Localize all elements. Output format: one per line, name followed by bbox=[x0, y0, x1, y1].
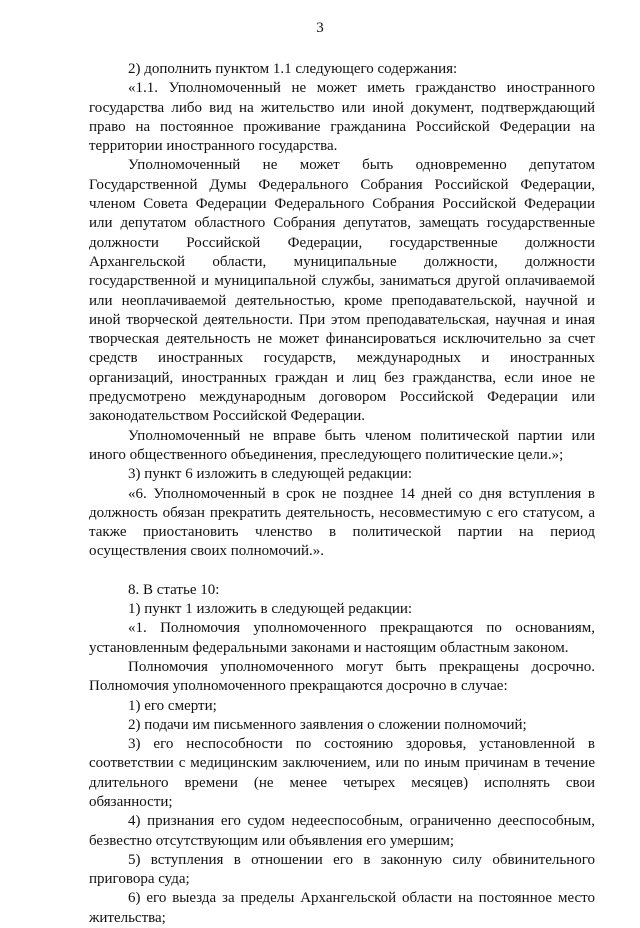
paragraph: Уполномоченный не может быть одновременно депутатом Государственной Думы Федерального Собрания Российской Федерации, членом Совета Федерации Федерального Собрания Российской Федерации или депутатом областного Собрания депутатов, замещать государственные должности Российской Федерации, государственные должности Архангельской области, муниципальные должности, должности государственной и муниципальной службы, заниматься другой оплачиваемой или неоплачиваемой деятельностью, кроме преподавательской, научной и иной творческой деятельности. При этом преподавательская, научная и иная творческая деятельность не может финансироваться исключительно за счет средств иностранных государств, международных и иностранных организаций, иностранных граждан и лиц без гражданства, если иное не предусмотрено международным договором Российской Федерации или законодательством Российской Федерации. bbox=[89, 157, 595, 425]
paragraph: «1.1. Уполномоченный не может иметь гражданство иностранного государства либо вид на жительство или иной документ, подтверждающий право на постоянное проживание гражданина Российской Федерации на территории иностранного государства. bbox=[89, 80, 595, 155]
paragraph: 3) пункт 6 изложить в следующей редакции: bbox=[128, 466, 413, 483]
paragraph: 8. В статье 10: bbox=[128, 581, 220, 598]
paragraph: Уполномоченный не вправе быть членом политической партии или иного общественного объединения, преследующего политические цели.»; bbox=[89, 427, 595, 463]
section-gap bbox=[89, 562, 595, 581]
paragraph: «6. Уполномоченный в срок не позднее 14 дней со дня вступления в должность обязан прекратить деятельность, несовместимую с его статусом, а также приостановить членство в политической партии на период осуществления своих полномочий.». bbox=[89, 485, 595, 560]
list-item: 3) его неспособности по состоянию здоровья, установленной в соответствии с медицинским заключением, или по иным причинам в течение длительного времени (не менее четырех месяцев) исполнять свои обязанности; bbox=[89, 736, 595, 810]
list-item: 4) признания его судом недееспособным, ограниченно дееспособным, безвестно отсутствующим или объявления его умершим; bbox=[89, 813, 595, 849]
paragraph: 1) пункт 1 изложить в следующей редакции: bbox=[128, 601, 413, 618]
list-item: 5) вступления в отношении его в законную силу обвинительного приговора суда; bbox=[89, 851, 595, 888]
list-item: 2) подачи им письменного заявления о сложении полномочий; bbox=[128, 716, 527, 733]
paragraph: «1. Полномочия уполномоченного прекращаются по основаниям, установленным федеральными законами и настоящим областным законом. bbox=[89, 620, 595, 656]
paragraph: Полномочия уполномоченного могут быть прекращены досрочно. Полномочия уполномоченного прекращаются досрочно в случае: bbox=[89, 658, 595, 695]
paragraph: 2) дополнить пунктом 1.1 следующего содержания: bbox=[128, 61, 458, 77]
list-item: 1) его смерти; bbox=[128, 697, 217, 714]
list-item: 6) его выезда за пределы Архангельской области на постоянное место жительства; bbox=[89, 890, 595, 926]
document-body bbox=[89, 60, 595, 928]
page-number: 3 bbox=[316, 20, 324, 36]
